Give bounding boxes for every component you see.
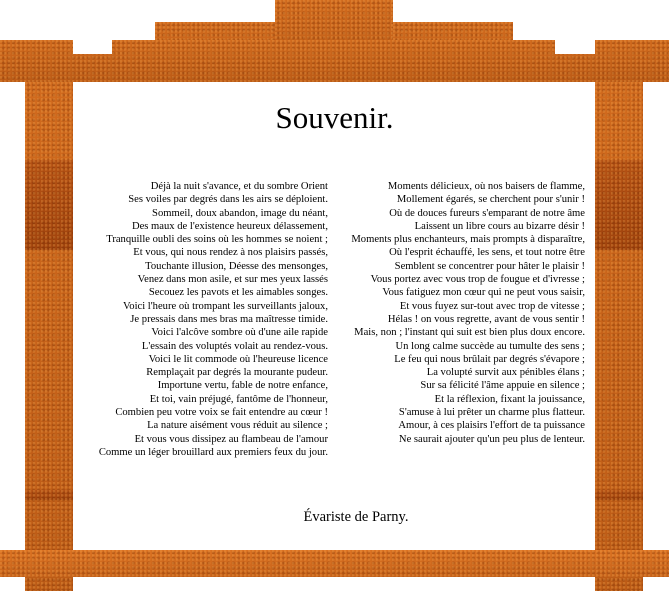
- verse-line: Et la réflexion, fixant la jouissance,: [434, 393, 585, 405]
- verse-line: Et vous fuyez sur-tout avec trop de vitesse ;: [399, 300, 585, 312]
- verse-line: Sur sa félicité l'âme appuie en silence ;: [420, 380, 585, 392]
- verse-line: Je pressais dans mes bras ma maîtresse timide.: [130, 313, 328, 325]
- verse-line: Importune vertu, fable de notre enfance,: [157, 380, 328, 392]
- verse-line: Moments délicieux, où nos baisers de flamme,: [387, 181, 585, 192]
- poem-author: Évariste de Parny.: [303, 509, 409, 525]
- verse-line: Un long calme succède au tumulte des sens ;: [395, 340, 585, 352]
- verse-line: Où de douces fureurs s'emparant de notre âme: [389, 207, 585, 219]
- verse-line: Comme un léger brouillard aux premiers feux du jour.: [98, 446, 328, 458]
- verse-line: Le feu qui nous brûlait par degrés s'évapore ;: [394, 353, 585, 365]
- frame-right-strip-bottom-dark: [595, 490, 643, 500]
- verse-line: Vous fatiguez mon cœur qui ne peut vous saisir,: [382, 287, 585, 299]
- verse-line: Voici l'heure où trompant les surveillants jaloux,: [122, 300, 328, 312]
- poem-column-left: [99, 180, 328, 459]
- verse-line: Mollement égarés, se cherchent pour s'unir !: [396, 194, 585, 206]
- verse-line: Des maux de l'existence heureux délassement,: [131, 220, 328, 232]
- frame-bottom-band: [0, 550, 669, 577]
- verse-line: Et vous, qui nous rendez à nos plaisirs passés,: [133, 247, 328, 259]
- verse-line: Ses voiles par degrés dans les airs se déploient.: [128, 194, 328, 206]
- verse-line: Et toi, vain préjugé, fantôme de l'honneur,: [149, 393, 328, 405]
- verse-line: Venez dans mon asile, et sur mes yeux lassés: [137, 274, 328, 286]
- poem-column-right: [351, 180, 585, 446]
- verse-line: Combien peu votre voix se fait entendre au cœur !: [115, 407, 328, 419]
- verse-line: Tranquille oubli des soins où les hommes se noient ;: [106, 234, 328, 246]
- verse-line: Remplaçait par degrés la mourante pudeur.: [146, 367, 328, 379]
- verse-line: L'essain des voluptés volait au rendez-vous.: [141, 340, 328, 352]
- verse-line: Et vous vous dissipez au flambeau de l'amour: [134, 433, 328, 445]
- frame-left-strip-bottom-dark: [25, 490, 73, 500]
- verse-line: La volupté survit aux pénibles élans ;: [426, 367, 585, 379]
- verse-line: Déjà la nuit s'avance, et du sombre Orient: [150, 181, 328, 192]
- frame-right-strip-dark: [595, 160, 643, 250]
- verse-line: Moments plus enchanteurs, mais prompts à disparaître,: [351, 234, 585, 246]
- verse-line: Laissent un libre cours au bizarre désir !: [414, 220, 585, 232]
- verse-line: Touchante illusion, Déesse des mensonges,: [145, 260, 328, 272]
- frame-top-notch-right: [555, 40, 595, 54]
- verse-line: Secouez les pavots et les aimables songes.: [148, 287, 328, 299]
- verse-line: S'amuse à lui prêter un charme plus flatteur.: [398, 407, 585, 419]
- poem-title: Souvenir.: [275, 100, 394, 135]
- verse-line: Semblent se concentrer pour hâter le plaisir !: [394, 260, 585, 272]
- verse-line: Ne saurait ajouter qu'un peu plus de lenteur.: [398, 433, 585, 445]
- verse-line: Voici le lit commode où l'heureuse licence: [148, 353, 328, 365]
- frame-top-notch-left: [73, 40, 112, 54]
- frame-left-strip-dark: [25, 160, 73, 250]
- verse-line: Sommeil, doux abandon, image du néant,: [152, 207, 328, 219]
- verse-line: Vous portez avec vous trop de fougue et d'ivresse ;: [370, 274, 585, 286]
- verse-line: La nature aisément vous réduit au silence ;: [147, 420, 328, 432]
- verse-line: Amour, à ces plaisirs l'effort de ta puissance: [398, 420, 585, 432]
- verse-line: Mais, non ; l'instant qui suit est bien plus doux encore.: [354, 327, 585, 339]
- verse-line: Hélas ! on vous regrette, avant de vous sentir !: [387, 313, 585, 325]
- verse-line: Où l'esprit échauffé, les sens, et tout notre être: [389, 247, 585, 259]
- verse-line: Voici l'alcôve sombre où d'une aile rapide: [151, 327, 328, 339]
